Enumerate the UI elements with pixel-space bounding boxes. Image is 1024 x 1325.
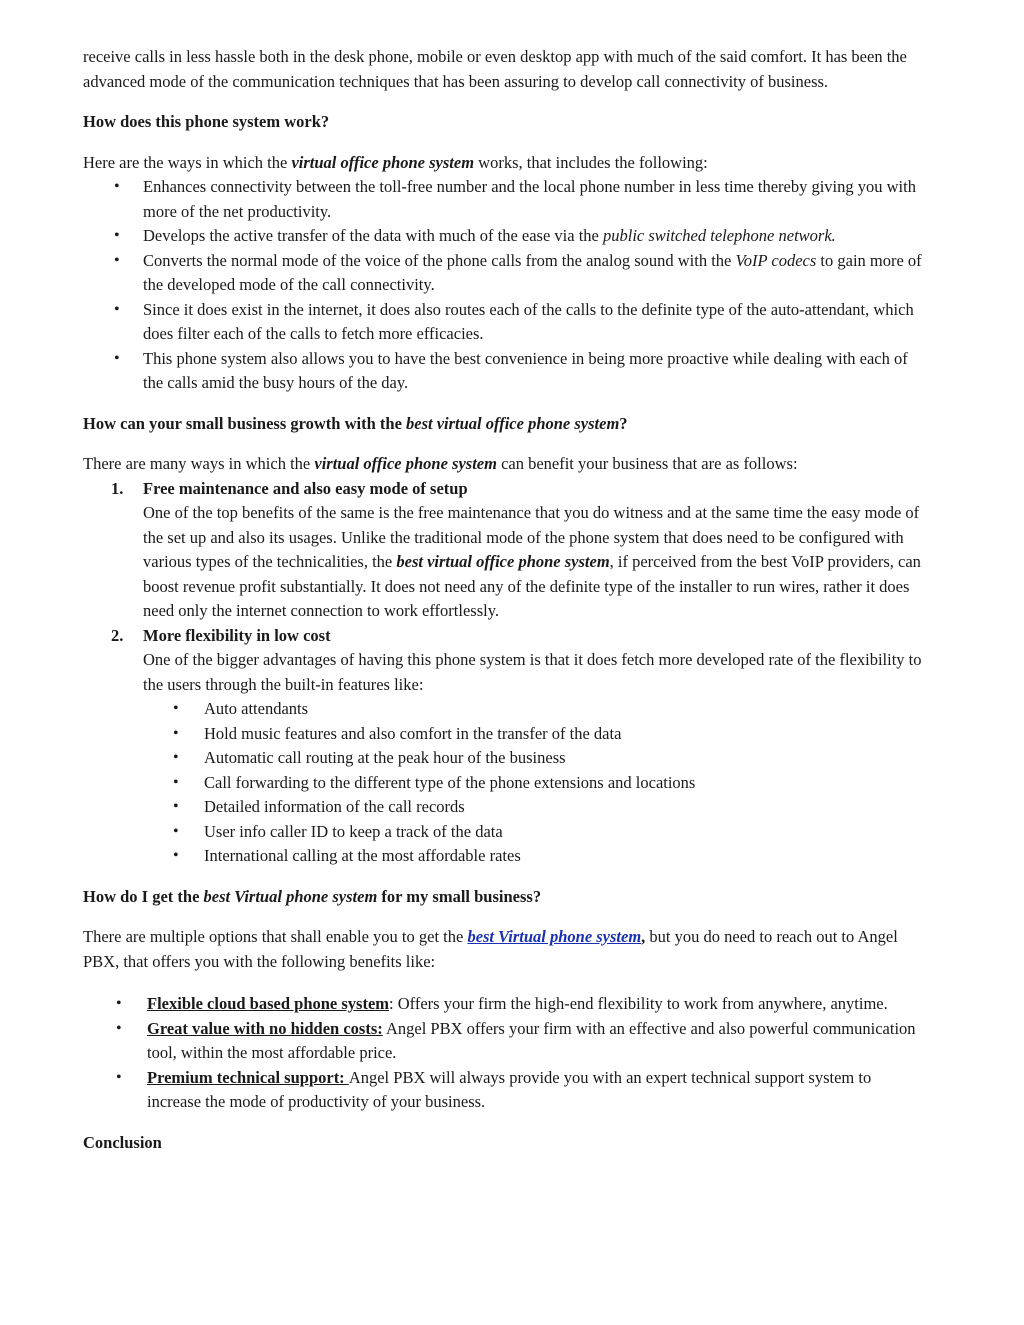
feature-list xyxy=(143,697,928,869)
feature-item: • Automatic call routing at the peak hour of the business xyxy=(143,746,928,771)
benefit-item xyxy=(83,992,928,1017)
section3-lead xyxy=(83,925,928,974)
conclusion-heading: Conclusion xyxy=(83,1132,162,1152)
section3-lead-after: but you do need to reach out to Angel PBX, that offers you with the following benefits like: xyxy=(83,927,898,971)
list-item-text: Converts the normal mode of the voice of the phone calls from the analog sound with the xyxy=(143,250,736,270)
section1-lead xyxy=(83,151,928,176)
section3-heading-after: for my small business? xyxy=(377,886,542,906)
list-item: • Since it does exist in the internet, it does also routes each of the calls to the definite type of the auto-attendant, which does filter each of the calls to fetch more efficacies. xyxy=(83,298,928,347)
item-number: 2. xyxy=(111,625,124,645)
document-page xyxy=(83,45,928,1155)
section2-heading-before: How can your small business growth with the xyxy=(83,413,407,433)
item-title: More flexibility in low cost xyxy=(143,625,331,645)
benefits-list xyxy=(83,992,928,1115)
section1-heading: How does this phone system work? xyxy=(83,112,330,131)
feature-item: • Call forwarding to the different type of the phone extensions and locations xyxy=(143,771,928,796)
section2-lead-after: can benefit your business that are as follows: xyxy=(496,454,798,473)
item-body-before: One of the top benefits of the same is the free maintenance that you do witness and at the same time the easy mode of the set up and also its usages. Unlike the traditional mode of the phone system that does need to be configured with various types of the technicalities, the xyxy=(143,503,920,571)
section2-lead-emph: virtual office phone system xyxy=(314,454,497,473)
numbered-item-2 xyxy=(83,624,928,869)
best-virtual-phone-system-link[interactable]: best Virtual phone system xyxy=(467,927,642,946)
section2-heading-emph: best virtual office phone system xyxy=(406,413,620,433)
list-item: • This phone system also allows you to have the best convenience in being more proactive while dealing with each of the calls amid the busy hours of the day. xyxy=(83,347,928,396)
list-item-text-after: to gain more of the developed mode of the call connectivity. xyxy=(143,250,922,294)
section2-heading xyxy=(83,412,928,437)
section2-numbered-list xyxy=(83,477,928,869)
list-item xyxy=(83,224,928,249)
feature-item: • Auto attendants xyxy=(143,697,928,722)
benefit-text: Angel PBX offers your firm with an effective and also powerful communication tool, within the most affordable price. xyxy=(147,1018,916,1062)
list-item-emph: public switched telephone network. xyxy=(603,226,836,245)
benefit-title: Flexible cloud based phone system xyxy=(147,994,390,1013)
feature-item: • Hold music features and also comfort in the transfer of the data xyxy=(143,722,928,747)
list-item xyxy=(83,249,928,298)
benefit-item xyxy=(83,1017,928,1066)
section3-lead-before: There are multiple options that shall enable you to get the xyxy=(83,927,468,946)
benefit-item xyxy=(83,1066,928,1115)
benefit-title: Premium technical support: xyxy=(147,1067,349,1087)
section3-heading-emph: best Virtual phone system xyxy=(203,886,378,906)
section1-lead-emph: virtual office phone system xyxy=(291,152,475,172)
item-title: Free maintenance and also easy mode of setup xyxy=(143,478,468,498)
benefit-text: Angel PBX will always provide you with an expert technical support system to increase the mode of productivity of your business. xyxy=(147,1067,872,1111)
item-body xyxy=(143,501,928,624)
feature-item: • Detailed information of the call records xyxy=(143,795,928,820)
item-number: 1. xyxy=(111,478,124,498)
section1-lead-before: Here are the ways in which the xyxy=(83,152,292,172)
section3-heading-before: How do I get the xyxy=(83,886,204,906)
item-body-after: , if perceived from the best VoIP providers, can boost revenue profit substantially. It does not need any of the definite type of the installer to run wires, rather it does need only the internet connection to work effortlessly. xyxy=(143,552,921,620)
section3-heading xyxy=(83,885,928,910)
section2-heading-after: ? xyxy=(619,413,628,433)
item-body: One of the bigger advantages of having this phone system is that it does fetch more developed rate of the flexibility to the users through the built-in features like: xyxy=(143,650,922,694)
list-item: • Enhances connectivity between the toll-free number and the local phone number in less time thereby giving you with more of the net productivity. xyxy=(83,175,928,224)
benefit-text: : Offers your firm the high-end flexibility to work from anywhere, anytime. xyxy=(389,994,888,1013)
feature-item: • International calling at the most affordable rates xyxy=(143,844,928,869)
section2-lead-before: There are many ways in which the xyxy=(83,454,315,473)
feature-item: • User info caller ID to keep a track of the data xyxy=(143,820,928,845)
section2-lead xyxy=(83,452,928,477)
section3-lead-comma: , xyxy=(641,927,646,946)
intro-paragraph: receive calls in less hassle both in the desk phone, mobile or even desktop app with much of the said comfort. It has been the advanced mode of the communication techniques that has been assuring to develop call connectivity of business. xyxy=(83,47,907,91)
list-item-text: Develops the active transfer of the data with much of the ease via the xyxy=(143,226,603,245)
benefit-title: Great value with no hidden costs: xyxy=(147,1018,383,1038)
section1-lead-after: works, that includes the following: xyxy=(474,152,708,172)
section1-bullet-list xyxy=(83,175,928,396)
item-body-emph: best virtual office phone system xyxy=(396,552,610,571)
numbered-item-1 xyxy=(83,477,928,624)
list-item-emph: VoIP codecs xyxy=(735,250,817,270)
